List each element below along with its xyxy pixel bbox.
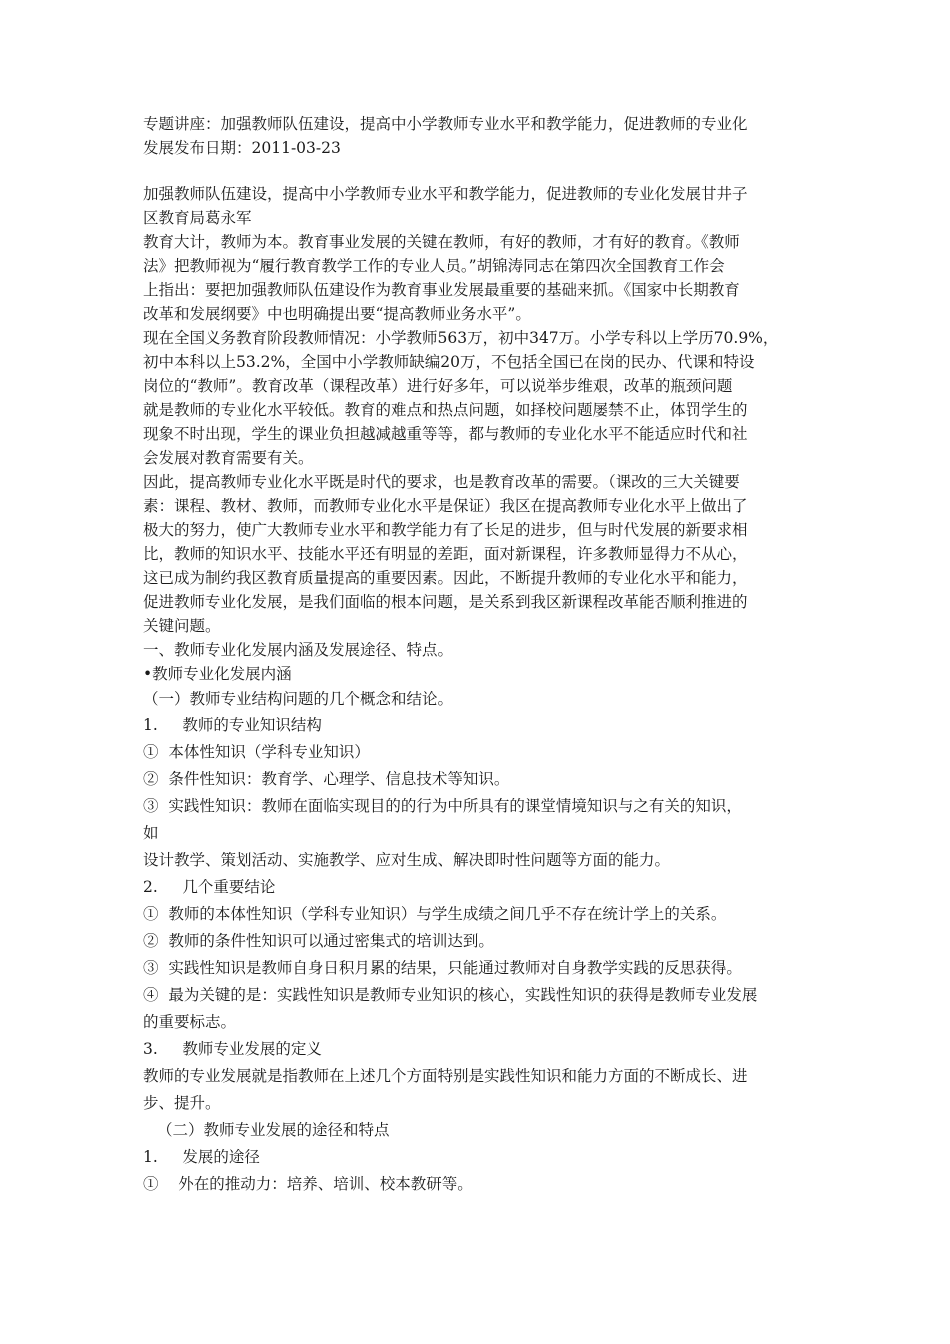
paragraph-line: 改革和发展纲要》中也明确提出要“提高教师业务水平”。 [143, 305, 531, 323]
point-line: ① 教师的本体性知识（学科专业知识）与学生成绩之间几乎不存在统计学上的关系。 [143, 905, 727, 923]
point-line: ③ 实践性知识是教师自身日积月累的结果，只能通过教师对自身教学实践的反思获得。 [143, 959, 742, 977]
point-line: ② 教师的条件性知识可以通过密集式的培训达到。 [143, 932, 494, 950]
header-line-2: 发展发布日期：2011-03-23 [143, 139, 341, 157]
numbered-item: 1. 发展的途径 [143, 1148, 260, 1166]
paragraph-line: 这已成为制约我区教育质量提高的重要因素。因此，不断提升教师的专业化水平和能力， [143, 569, 748, 587]
paragraph-line: 教师的专业发展就是指教师在上述几个方面特别是实践性知识和能力方面的不断成长、进 [143, 1067, 748, 1085]
subsection-heading: （一）教师专业结构问题的几个概念和结论。 [143, 690, 454, 708]
header-block [143, 112, 833, 160]
paragraph-line: 就是教师的专业化水平较低。教育的难点和热点问题，如择校问题屡禁不止，体罚学生的 [143, 401, 748, 419]
title-line-1: 加强教师队伍建设，提高中小学教师专业水平和教学能力，促进教师的专业化发展甘井子 [143, 185, 748, 203]
article-title [143, 182, 833, 230]
status-paragraph [143, 326, 833, 470]
paragraph-line: 教育大计，教师为本。教育事业发展的关键在教师，有好的教师，才有好的教育。《教师 [143, 233, 740, 251]
point-line: 设计教学、策划活动、实施教学、应对生成、解决即时性问题等方面的能力。 [143, 851, 671, 869]
point-line: 的重要标志。 [143, 1013, 237, 1031]
spacer [143, 160, 833, 182]
paragraph-line: 会发展对教育需要有关。 [143, 449, 314, 467]
bullet-heading: •教师专业化发展内涵 [143, 665, 292, 683]
document-page [143, 112, 833, 1198]
paragraph-line: 上指出：要把加强教师队伍建设作为教育事业发展最重要的基础来抓。《国家中长期教育 [143, 281, 740, 299]
paragraph-line: 步、提升。 [143, 1094, 221, 1112]
paragraph-line: 初中本科以上53.2%，全国中小学教师缺编20万，不包括全国已在岗的民办、代课和特设 [143, 353, 755, 371]
item-text [143, 1063, 833, 1117]
intro-paragraph [143, 230, 833, 326]
numbered-item: 1. 教师的专业知识结构 [143, 716, 322, 734]
paragraph-line: 关键问题。 [143, 617, 221, 635]
point-line: ① 本体性知识（学科专业知识） [143, 743, 370, 761]
numbered-item: 3. 教师专业发展的定义 [143, 1040, 322, 1058]
paragraph-line: 法》把教师视为“履行教育教学工作的专业人员。”胡锦涛同志在第四次全国教育工作会 [143, 257, 725, 275]
paragraph-line: 因此，提高教师专业化水平既是时代的要求，也是教育改革的需要。（课改的三大关键要 [143, 473, 740, 491]
section-heading: 一、教师专业化发展内涵及发展途径、特点。 [143, 641, 454, 659]
therefore-paragraph [143, 470, 833, 638]
numbered-item: 2. 几个重要结论 [143, 878, 276, 896]
paragraph-line: 极大的努力，使广大教师专业水平和教学能力有了长足的进步，但与时代发展的新要求相 [143, 521, 748, 539]
header-line-1: 专题讲座：加强教师队伍建设，提高中小学教师专业水平和教学能力，促进教师的专业化 [143, 115, 748, 133]
paragraph-line: 现在全国义务教育阶段教师情况：小学教师563万，初中347万。小学专科以上学历70.9%， [143, 329, 779, 347]
paragraph-line: 岗位的“教师”。教育改革（课程改革）进行好多年，可以说举步维艰，改革的瓶颈问题 [143, 377, 733, 395]
point-line: ① 外在的推动力：培养、培训、校本教研等。 [143, 1175, 473, 1193]
subsection-heading: （二）教师专业发展的途径和特点 [157, 1121, 390, 1139]
point-line: ④ 最为关键的是：实践性知识是教师专业知识的核心，实践性知识的获得是教师专业发展 [143, 986, 758, 1004]
paragraph-line: 素：课程、教材、教师，而教师专业化水平是保证）我区在提高教师专业化水平上做出了 [143, 497, 748, 515]
point-line: 如 [143, 824, 159, 842]
title-line-2: 区教育局葛永军 [143, 209, 252, 227]
point-line: ③ 实践性知识：教师在面临实现目的的行为中所具有的课堂情境知识与之有关的知识， [143, 797, 742, 815]
paragraph-line: 比，教师的知识水平、技能水平还有明显的差距，面对新课程，许多教师显得力不从心， [143, 545, 748, 563]
paragraph-line: 现象不时出现，学生的课业负担越减越重等等，都与教师的专业化水平不能适应时代和社 [143, 425, 748, 443]
point-line: ② 条件性知识：教育学、心理学、信息技术等知识。 [143, 770, 510, 788]
item-points [143, 739, 833, 874]
paragraph-line: 促进教师专业化发展，是我们面临的根本问题，是关系到我区新课程改革能否顺利推进的 [143, 593, 748, 611]
item-points [143, 901, 833, 1036]
